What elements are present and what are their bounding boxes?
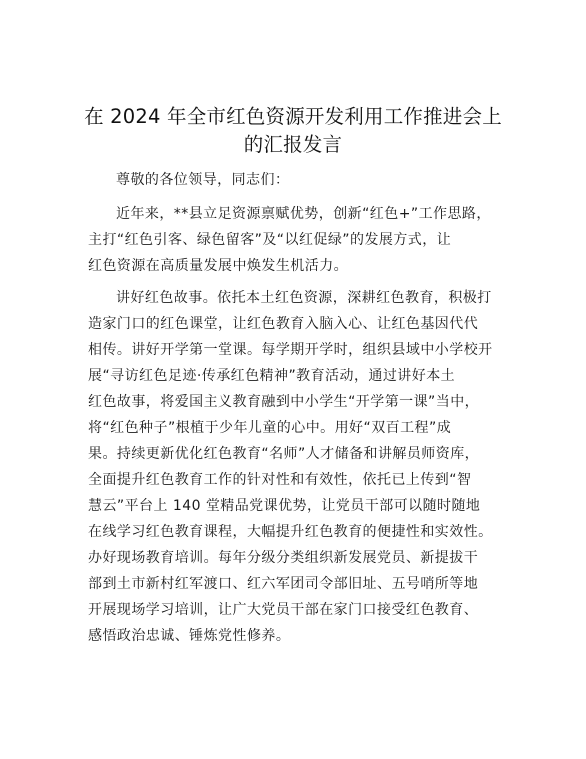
body-line-1: 讲好红色故事。依托本土红色资源，深耕红色教育，积极打 bbox=[116, 290, 492, 306]
body-line-8: 全面提升红色教育工作的针对性和有效性，依托已上传到“智 bbox=[88, 472, 472, 488]
body-line-4: 展“寻访红色足迹·传承红色精神”教育活动，通过讲好本土 bbox=[88, 368, 456, 384]
body-line-12: 部到土市新村红军渡口、红六军团司令部旧址、五号哨所等地 bbox=[88, 576, 479, 592]
body-line-6: 将“红色种子”根植于少年儿童的心中。用好“双百工程”成 bbox=[88, 420, 452, 436]
body-line-5: 红色故事，将爱国主义教育融到中小学生“开学第一课”当中， bbox=[88, 394, 480, 410]
body-line-10: 在线学习红色教育课程，大幅提升红色教育的便捷性和实效性。 bbox=[88, 524, 493, 540]
intro-line-3: 红色资源在高质量发展中焕发生机活力。 bbox=[88, 258, 349, 274]
body-line-11: 办好现场教育培训。每年分级分类组织新发展党员、新提拔干 bbox=[88, 550, 479, 566]
body-line-7: 果。持续更新优化红色教育“名师”人才储备和讲解员师资库， bbox=[88, 446, 480, 462]
body-line-13: 开展现场学习培训，让广大党员干部在家门口接受红色教育、 bbox=[88, 602, 479, 618]
intro-line-1: 近年来，**县立足资源禀赋优势，创新“红色+”工作思路， bbox=[116, 206, 491, 222]
document-title-line-2: 的汇报发言 bbox=[243, 133, 343, 156]
salutation: 尊敬的各位领导，同志们： bbox=[116, 172, 290, 188]
body-line-14: 感悟政治忠诚、锤炼党性修养。 bbox=[88, 628, 291, 644]
body-line-9: 慧云”平台上 140 堂精品党课优势，让党员干部可以随时随地 bbox=[88, 498, 481, 514]
document-title-line-1: 在 2024 年全市红色资源开发利用工作推进会上 bbox=[84, 105, 502, 128]
intro-line-2: 主打“红色引客、绿色留客”及“以红促绿”的发展方式，让 bbox=[88, 232, 452, 248]
body-line-3: 相传。讲好开学第一堂课。每学期开学时，组织县域中小学校开 bbox=[88, 342, 493, 358]
body-line-2: 造家门口的红色课堂，让红色教育入脑入心、让红色基因代代 bbox=[88, 316, 479, 332]
